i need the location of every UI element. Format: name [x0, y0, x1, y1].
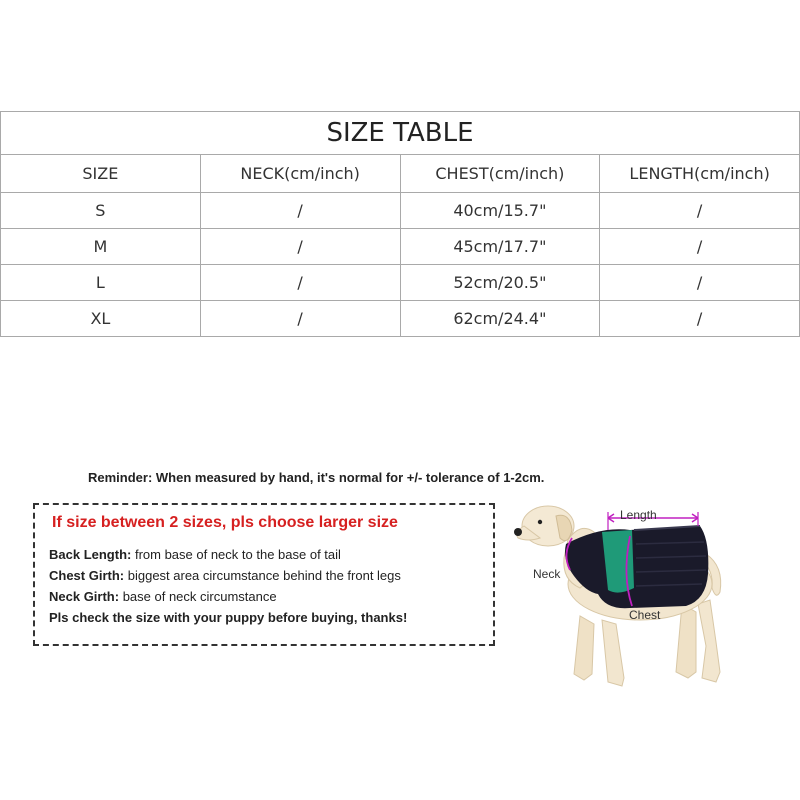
- cell-neck: /: [200, 229, 400, 265]
- neck-girth-label: Neck Girth:: [49, 589, 120, 604]
- header-size: SIZE: [1, 155, 201, 193]
- chest-label: Chest: [629, 608, 661, 622]
- sizing-advice: If size between 2 sizes, pls choose larger size: [52, 514, 398, 531]
- size-table: [0, 111, 800, 337]
- back-length-text: from base of neck to the base of tail: [131, 547, 341, 562]
- cell-chest: 40cm/15.7": [400, 193, 600, 229]
- length-label: Length: [620, 508, 657, 522]
- chest-girth-text: biggest area circumstance behind the front legs: [124, 568, 401, 583]
- closing-note: Pls check the size with your puppy before buying, thanks!: [49, 610, 408, 625]
- chest-girth-label: Chest Girth:: [49, 568, 125, 583]
- table-row: [1, 301, 800, 337]
- cell-length: /: [600, 265, 800, 301]
- cell-size: M: [1, 229, 201, 265]
- cell-neck: /: [200, 301, 400, 337]
- cell-chest: 52cm/20.5": [400, 265, 600, 301]
- back-length-label: Back Length:: [49, 547, 132, 562]
- cell-length: /: [600, 193, 800, 229]
- cell-chest: 45cm/17.7": [400, 229, 600, 265]
- header-chest: CHEST(cm/inch): [400, 155, 600, 193]
- table-row: [1, 193, 800, 229]
- cell-size: XL: [1, 301, 201, 337]
- back-length-note: [49, 547, 341, 562]
- cell-length: /: [600, 301, 800, 337]
- cell-size: L: [1, 265, 201, 301]
- chest-girth-note: [49, 568, 401, 583]
- measurement-reminder: Reminder: When measured by hand, it's normal for +/- tolerance of 1-2cm.: [88, 470, 545, 485]
- cell-chest: 62cm/24.4": [400, 301, 600, 337]
- header-length: LENGTH(cm/inch): [600, 155, 800, 193]
- dog-illustration: [510, 496, 800, 696]
- cell-length: /: [600, 229, 800, 265]
- sizing-note-box: [33, 503, 495, 646]
- dog-measurement-diagram: [510, 496, 800, 696]
- header-neck: NECK(cm/inch): [200, 155, 400, 193]
- table-header-row: [1, 155, 800, 193]
- cell-neck: /: [200, 193, 400, 229]
- neck-girth-text: base of neck circumstance: [119, 589, 277, 604]
- table-row: [1, 265, 800, 301]
- table-row: [1, 229, 800, 265]
- neck-girth-note: [49, 589, 277, 604]
- cell-neck: /: [200, 265, 400, 301]
- table-title: SIZE TABLE: [1, 112, 800, 155]
- cell-size: S: [1, 193, 201, 229]
- neck-label: Neck: [533, 567, 561, 581]
